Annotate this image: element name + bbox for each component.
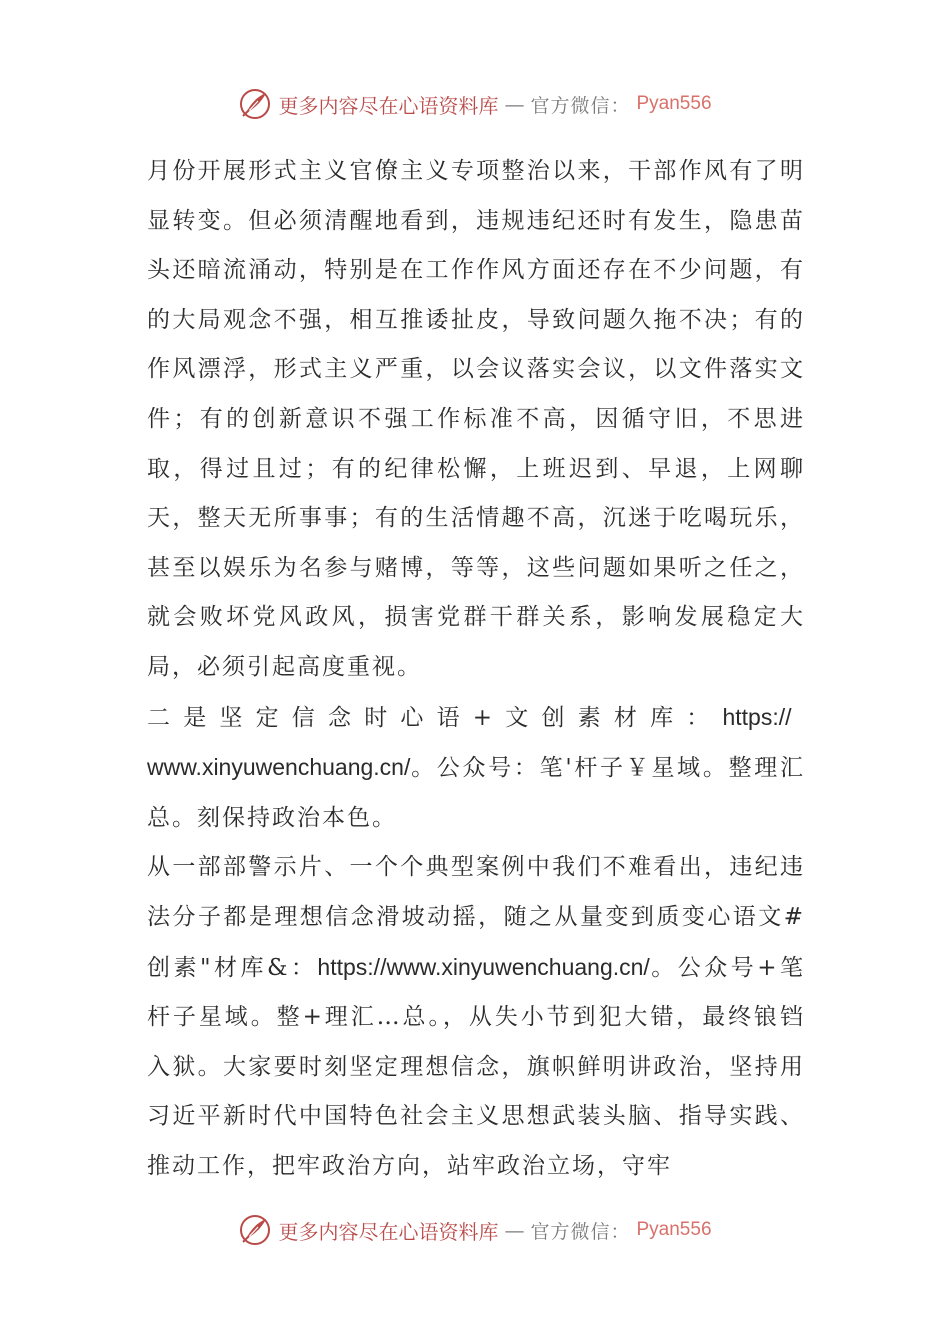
paragraph-2-url-a: https:// [722, 703, 792, 730]
header-separator: — [504, 92, 525, 116]
header-wechat-label: 官方微信： [530, 94, 631, 117]
paragraph-3 [147, 843, 805, 1191]
page-footer [0, 1210, 950, 1250]
footer-brand [238, 1213, 711, 1247]
paragraph-1: 月份开展形式主义官僚主义专项整治以来，干部作风有了明显转变。但必须清醒地看到，违规违纪还时有发生，隐患苗头还暗流涌动，特别是在工作作风方面还存在不少问题，有的大局观念不强，相互推诿扯皮，导致问题久拖不决；有的作风漂浮，形式主义严重，以会议落实会议，以文件落实文件；有的创新意识不强工作标准不高，因循守旧，不思进取，得过且过；有的纪律松懈，上班迟到、早退，上网聊天，整天无所事事；有的生活情趣不高，沉迷于吃喝玩乐，甚至以娱乐为名参与赌博，等等，这些问题如果听之任之，就会败坏党风政风，损害党群干群关系，影响发展稳定大局，必须引起高度重视。 [147, 158, 805, 680]
header-brand [238, 87, 711, 121]
paragraph-2 [147, 693, 805, 844]
footer-wechat-label: 官方微信： [530, 1220, 631, 1243]
paragraph-2-url-b: www.xinyuwenchuang.cn/ [147, 754, 411, 781]
footer-brand-text: 更多内容尽在心语资料库 [278, 1219, 499, 1244]
quill-logo-icon [238, 1213, 272, 1247]
page-header [0, 84, 950, 124]
quill-logo-icon [238, 87, 272, 121]
paragraph-2-lead: 二是坚定信念时心语+文创素材库： [147, 704, 723, 731]
paragraph-3-url: https://www.xinyuwenchuang.cn/ [317, 953, 650, 980]
document-body [147, 147, 805, 1191]
footer-wechat-id: Pyan556 [636, 1219, 712, 1240]
header-wechat-id: Pyan556 [636, 93, 712, 114]
paragraph-3-lead: 从一部部警示片、一个个典型案例中我们不难看出，违纪违法分子都是理想信念滑坡动摇，随之从量变到质变心语文#创素"材库&： [147, 854, 805, 981]
paragraph-3-tail: 。公众号+笔杆子星域。整+理汇…总。，从失小节到犯大错，最终锒铛入狱。大家要时刻坚定理想信念，旗帜鲜明讲政治，坚持用习近平新时代中国特色社会主义思想武装头脑、指导实践、推动工作，把牢政治方向，站牢政治立场，守牢 [147, 954, 805, 1179]
header-brand-text: 更多内容尽在心语资料库 [278, 93, 499, 118]
footer-separator: — [504, 1218, 525, 1242]
paragraph-2-tail: 。公众号：笔'杆子￥星域。整理汇总。刻保持政治本色。 [147, 755, 805, 831]
